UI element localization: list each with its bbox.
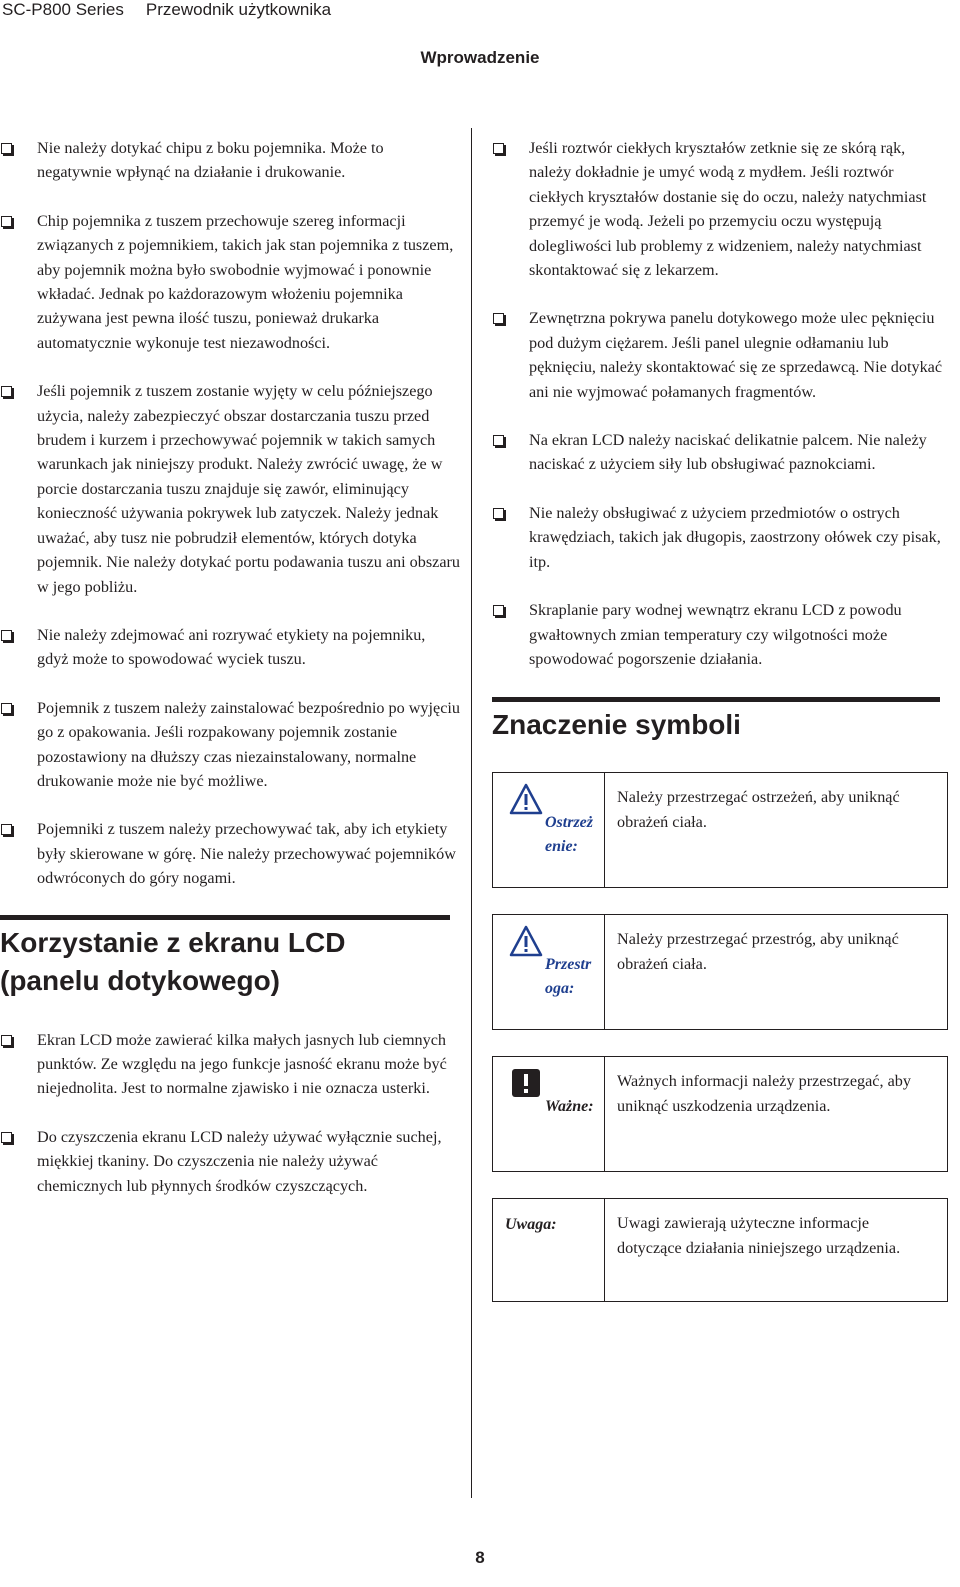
running-header bbox=[2, 0, 331, 20]
symbol-label: Uwaga: bbox=[505, 1216, 557, 1234]
important-exclamation-icon bbox=[509, 1067, 543, 1104]
section-title: Wprowadzenie bbox=[420, 48, 540, 67]
symbol-cell bbox=[493, 1199, 605, 1302]
checkbox-bullet-icon bbox=[493, 313, 504, 324]
symbol-description: Należy przestrzegać ostrzeżeń, aby uniknąć obrażeń ciała. bbox=[605, 773, 948, 888]
column-divider bbox=[471, 128, 472, 1498]
checkbox-bullet-icon bbox=[493, 605, 504, 616]
list-item: Pojemniki z tuszem należy przechowywać tak, aby ich etykiety były skierowane w górę. Nie należy przechowywać pojemników odwróconych do góry nogami. bbox=[0, 817, 460, 890]
list-item: Pojemnik z tuszem należy zainstalować bezpośrednio po wyjęciu go z opakowania. Jeśli rozpakowany pojemnik zostanie pozostawiony na dłuższy czas niezainstalowany, normalne drukowanie może nie być możliwe. bbox=[0, 696, 460, 794]
symbol-table-note bbox=[492, 1198, 948, 1302]
list-item: Do czyszczenia ekranu LCD należy używać wyłącznie suchej, miękkiej tkaniny. Do czyszczenia nie należy używać chemicznych lub płynnych środków czyszczących. bbox=[0, 1125, 460, 1198]
checkbox-bullet-icon bbox=[1, 386, 12, 397]
list-item: Jeśli pojemnik z tuszem zostanie wyjęty w celu późniejszego użycia, należy zabezpieczyć obszar dostarczania tuszu przed brudem i kurzem i przechowywać pojemnik w takich samych warunkach jak niniejszy produkt. Należy zwrócić uwagę, że w porcie dostarczania tuszu znajduje się zawór, eliminujący konieczność używania pokrywek lub zatyczek. Należy jednak uważać, aby tusz nie pobrudził elementów, których dotyka pojemnik. Nie należy dotykać portu podawania tuszu ani obszaru w jego pobliżu. bbox=[0, 379, 460, 599]
symbol-label: Przestroga: bbox=[545, 956, 592, 998]
list-item: Na ekran LCD należy naciskać delikatnie palcem. Nie należy naciskać z użyciem siły lub obsługiwać paznokciami. bbox=[492, 428, 950, 477]
checkbox-bullet-icon bbox=[493, 143, 504, 154]
symbol-cell bbox=[493, 915, 605, 1030]
symbol-cell bbox=[493, 773, 605, 888]
symbols-section-heading: Znaczenie symboli bbox=[492, 697, 940, 744]
checkbox-bullet-icon bbox=[1, 703, 12, 714]
right-column bbox=[492, 136, 950, 1328]
checkbox-bullet-icon bbox=[493, 435, 504, 446]
guide-title: Przewodnik użytkownika bbox=[145, 0, 332, 19]
list-item: Nie należy zdejmować ani rozrywać etykiety na pojemniku, gdyż może to spowodować wyciek tuszu. bbox=[0, 623, 460, 672]
checkbox-bullet-icon bbox=[1, 143, 12, 154]
list-item: Nie należy obsługiwać z użyciem przedmiotów o ostrych krawędziach, takich jak długopis, zaostrzony ołówek czy pisak, itp. bbox=[492, 501, 950, 574]
list-item: Skraplanie pary wodnej wewnątrz ekranu LCD z powodu gwałtownych zmian temperatury czy wilgotności może spowodować pogorszenie działania. bbox=[492, 598, 950, 671]
symbol-label: Ostrzeżenie: bbox=[545, 814, 594, 856]
lcd-section-heading: Korzystanie z ekranu LCD (panelu dotykowego) bbox=[0, 915, 450, 1000]
symbol-description: Uwagi zawierają użyteczne informacje dotyczące działania niniejszego urządzenia. bbox=[605, 1199, 948, 1302]
product-name: SC-P800 Series bbox=[2, 0, 124, 19]
checkbox-bullet-icon bbox=[493, 508, 504, 519]
list-item: Nie należy dotykać chipu z boku pojemnika. Może to negatywnie wpłynąć na działanie i drukowanie. bbox=[0, 136, 460, 185]
checkbox-bullet-icon bbox=[1, 630, 12, 641]
checkbox-bullet-icon bbox=[1, 1132, 12, 1143]
list-item: Ekran LCD może zawierać kilka małych jasnych lub ciemnych punktów. Ze względu na jego funkcje jasność ekranu może być niejednolita. Jest to normalne zjawisko i nie oznacza usterki. bbox=[0, 1028, 460, 1101]
symbol-label: Ważne: bbox=[545, 1098, 594, 1116]
checkbox-bullet-icon bbox=[1, 1035, 12, 1046]
caution-triangle-icon bbox=[509, 925, 543, 962]
checkbox-bullet-icon bbox=[1, 216, 12, 227]
list-item: Zewnętrzna pokrywa panelu dotykowego może ulec pęknięciu pod dużym ciężarem. Jeśli panel ulegnie odłamaniu lub pęknięciu, należy skontaktować się ze sprzedawcą. Nie dotykać ani nie wyjmować połamanych fragmentów. bbox=[492, 306, 950, 404]
list-item: Chip pojemnika z tuszem przechowuje szereg informacji związanych z pojemnikiem, takich jak stan pojemnika z tuszem, aby pojemnik można było swobodnie wyjmować i ponownie wkładać. Jednak po każdorazowym włożeniu pojemnika zużywana jest pewna ilość tuszu, ponieważ drukarka automatycznie wykonuje test niezawodności. bbox=[0, 209, 460, 355]
symbol-description: Ważnych informacji należy przestrzegać, aby uniknąć uszkodzenia urządzenia. bbox=[605, 1057, 948, 1172]
left-column bbox=[0, 136, 460, 1222]
symbol-table-important bbox=[492, 1056, 948, 1172]
page-number: 8 bbox=[475, 1548, 485, 1567]
warning-triangle-icon bbox=[509, 783, 543, 820]
list-item: Jeśli roztwór ciekłych kryształów zetknie się ze skórą rąk, należy dokładnie je umyć wodą z mydłem. Jeśli roztwór ciekłych kryształów dostanie się do oczu, należy natychmiast przemyć je wodą. Jeżeli po przemyciu oczu występują dolegliwości lub problemy z widzeniem, należy natychmiast skontaktować się z lekarzem. bbox=[492, 136, 950, 282]
symbol-description: Należy przestrzegać przestróg, aby uniknąć obrażeń ciała. bbox=[605, 915, 948, 1030]
symbol-cell bbox=[493, 1057, 605, 1172]
symbol-table-warning bbox=[492, 772, 948, 888]
checkbox-bullet-icon bbox=[1, 824, 12, 835]
symbol-table-caution bbox=[492, 914, 948, 1030]
